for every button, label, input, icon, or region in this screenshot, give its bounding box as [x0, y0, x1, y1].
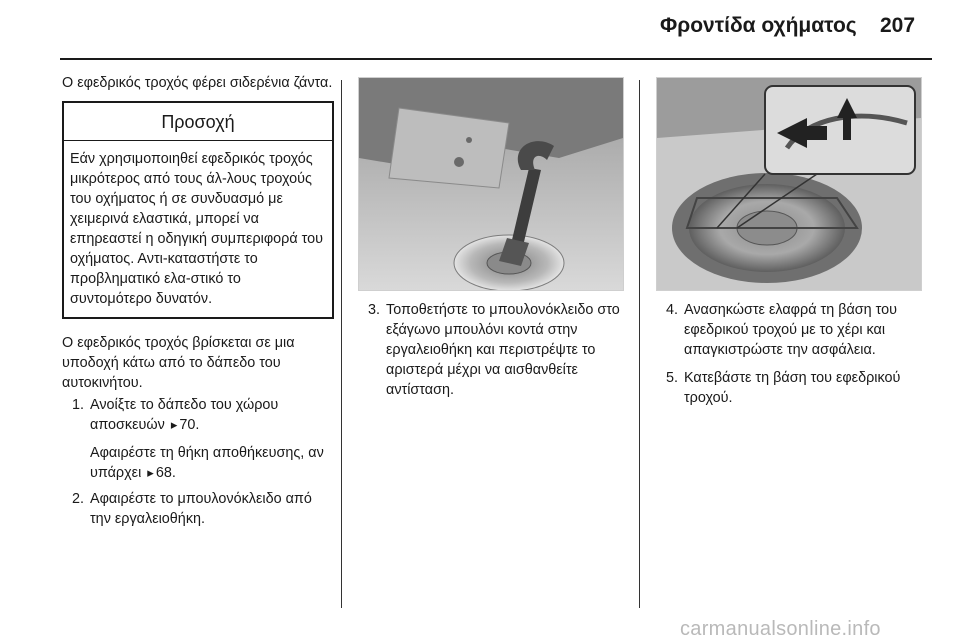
- step-4-number: 4.: [665, 302, 678, 318]
- step-4: [656, 300, 932, 360]
- warning-text: Εάν χρησιμοποιηθεί εφεδρικός τροχός μικρότερος από τους άλ-λους τροχούς του οχήματος ή σε συνδυασμό με χειμερινά ελαστικά, μπορεί να επηρεαστεί η οδηγική συμπεριφορά του οχήματος. Αντι-καταστήστε το προβληματικό ελα-στικό το συντομότερο δυνατόν.: [70, 151, 324, 307]
- step-1-sub: [62, 443, 334, 483]
- column-divider-2: [639, 80, 640, 608]
- figure-spare-wheel: [656, 77, 922, 291]
- step-1-number: 1.: [71, 397, 84, 413]
- step-1-label: Ανοίξτε το δάπεδο του χώρου αποσκευών: [90, 397, 279, 433]
- column-2: [358, 300, 626, 400]
- page-header-title: Φροντίδα οχήματος: [660, 14, 857, 37]
- arrow-reference-icon: ▸: [147, 465, 154, 480]
- watermark: carmanualsonline.info: [680, 618, 881, 640]
- step-2-text: Αφαιρέστε το μπουλονόκλειδο από την εργαλειοθήκη.: [90, 491, 312, 527]
- spare-wheel-illustration: [657, 78, 921, 290]
- column-3: [656, 300, 932, 408]
- column-1: [62, 73, 334, 529]
- step-2-number: 2.: [71, 491, 84, 507]
- step-1-text: [90, 395, 334, 435]
- location-paragraph: Ο εφεδρικός τροχός βρίσκεται σε μια υποδοχή κάτω από το δάπεδο του αυτοκινήτου.: [62, 335, 295, 391]
- intro-paragraph: Ο εφεδρικός τροχός φέρει σιδερένια ζάντα.: [62, 75, 333, 91]
- step-5-text: Κατεβάστε τη βάση του εφεδρικού τροχού.: [684, 370, 901, 406]
- figure-wrench-bolt: [358, 77, 624, 291]
- column-divider-1: [341, 80, 342, 608]
- page-number: 207: [880, 14, 916, 37]
- warning-box: [62, 101, 334, 319]
- step-3-text: Τοποθετήστε το μπουλονόκλειδο στο εξάγωνο μπουλόνι κοντά στην εργαλειοθήκη και περιστρέψτε το αριστερά μέχρι να αισθανθείτε αντίσταση.: [386, 302, 620, 398]
- step-1-ref-page[interactable]: 70.: [179, 417, 200, 433]
- step-1-sub-label: Αφαιρέστε τη θήκη αποθήκευσης, αν υπάρχει: [90, 445, 324, 481]
- warning-title: Προσοχή: [64, 103, 332, 141]
- step-5: [656, 368, 932, 408]
- header-divider: [60, 58, 932, 60]
- step-2: [62, 489, 334, 529]
- wrench-bolt-illustration: [359, 78, 623, 290]
- step-3-number: 3.: [367, 302, 380, 318]
- step-4-text: Ανασηκώστε ελαφρά τη βάση του εφεδρικού τροχού με το χέρι και απαγκιστρώστε την ασφάλεια.: [684, 302, 898, 358]
- step-5-number: 5.: [665, 370, 678, 386]
- step-1: [62, 395, 334, 435]
- step-3: [358, 300, 626, 400]
- step-1-sub-ref-page[interactable]: 68.: [155, 465, 176, 481]
- arrow-reference-icon: ▸: [170, 417, 178, 432]
